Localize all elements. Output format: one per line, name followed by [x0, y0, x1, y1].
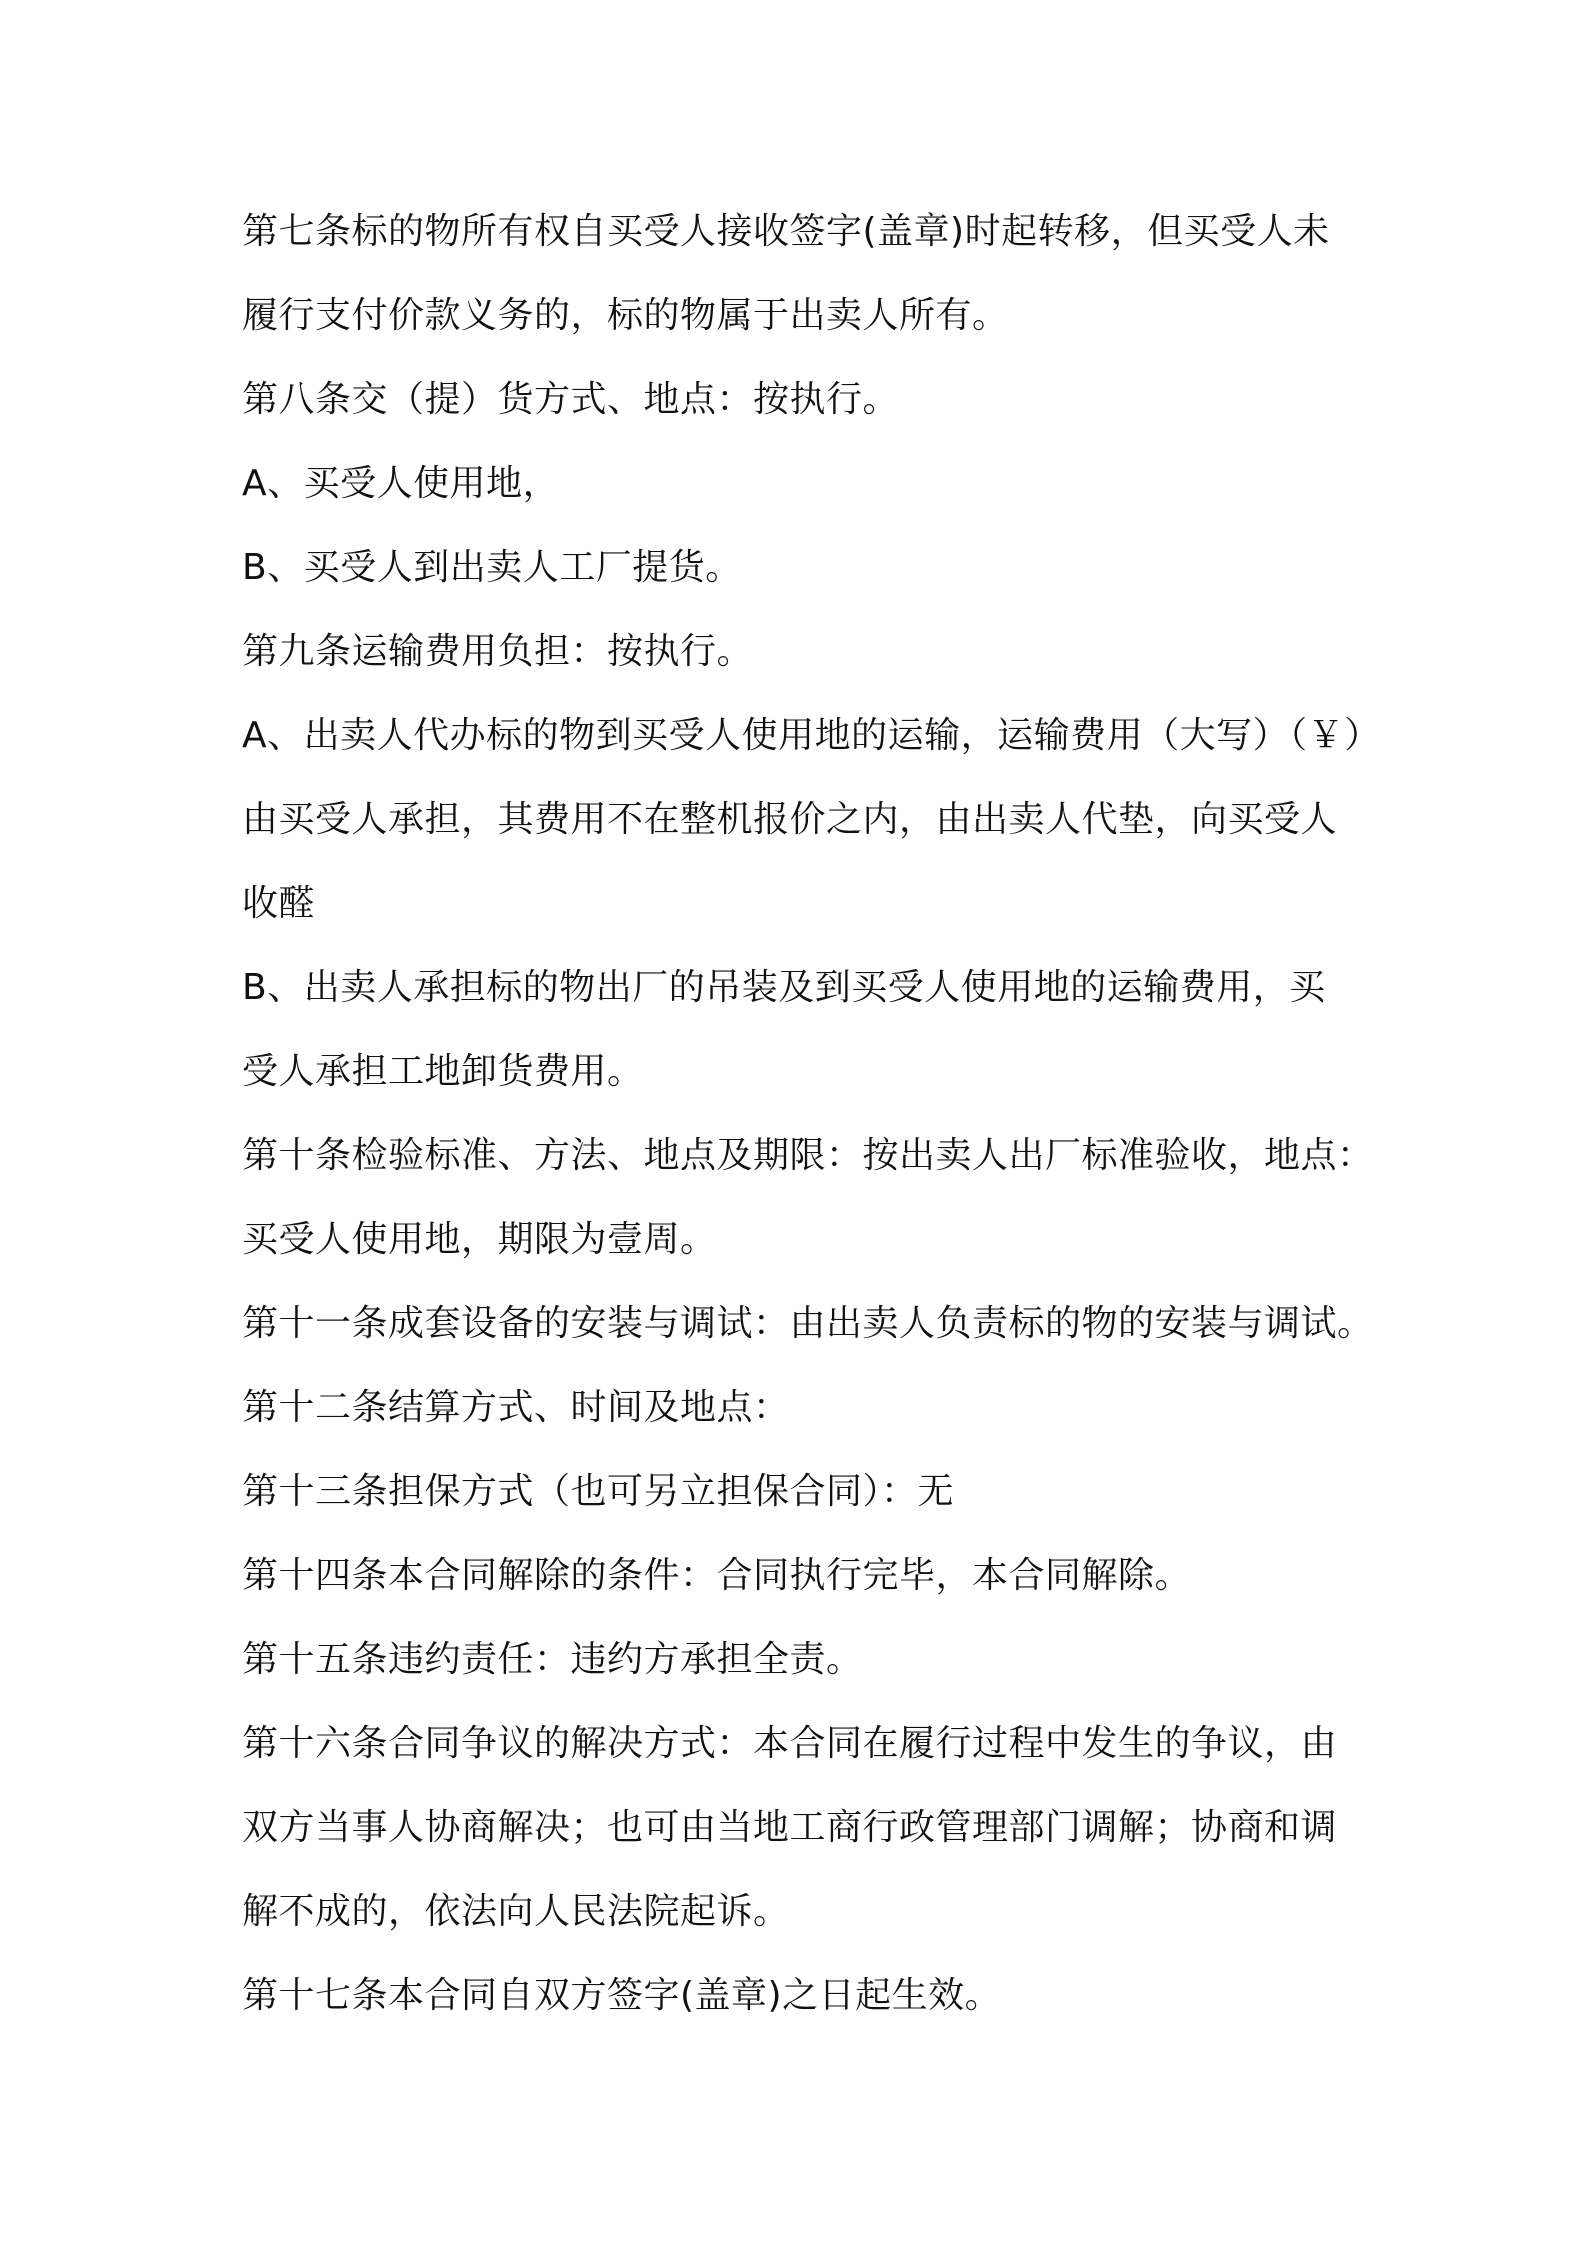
clause-9: 第九条运输费用负担：按执行。: [242, 631, 754, 672]
clause-9-option-b-line-1: B、出卖人承担标的物出厂的吊装及到买受人使用地的运输费用，买: [242, 967, 1326, 1008]
clause-7-line-1: 第七条标的物所有权自买受人接收签字(盖章)时起转移，但买受人未: [242, 211, 1330, 252]
clause-9-option-a-line-2: 由买受人承担，其费用不在整机报价之内，由出卖人代垫，向买受人: [242, 799, 1338, 840]
clause-16-line-2: 双方当事人协商解决；也可由当地工商行政管理部门调解；协商和调: [242, 1807, 1338, 1848]
clause-9-option-a-line-1: A、出卖人代办标的物到买受人使用地的运输，运输费用（大写）（￥）: [242, 715, 1381, 756]
clause-11: 第十一条成套设备的安装与调试：由出卖人负责标的物的安装与调试。: [242, 1303, 1374, 1344]
clause-8: 第八条交（提）货方式、地点：按执行。: [242, 379, 900, 420]
clause-15: 第十五条违约责任：违约方承担全责。: [242, 1639, 863, 1680]
clause-16-line-3: 解不成的，依法向人民法院起诉。: [242, 1891, 790, 1932]
clause-14: 第十四条本合同解除的条件：合同执行完毕，本合同解除。: [242, 1555, 1192, 1596]
clause-9-option-b-line-2: 受人承担工地卸货费用。: [242, 1051, 644, 1092]
clause-10-line-1: 第十条检验标准、方法、地点及期限：按出卖人出厂标准验收，地点：: [242, 1135, 1374, 1176]
clause-17: 第十七条本合同自双方签字(盖章)之日起生效。: [242, 1975, 1002, 2016]
clause-7-line-2: 履行支付价款义务的，标的物属于出卖人所有。: [242, 295, 1009, 336]
clause-16-line-1: 第十六条合同争议的解决方式：本合同在履行过程中发生的争议，由: [242, 1723, 1338, 1764]
clause-8-option-a: A、买受人使用地，: [242, 463, 560, 504]
clause-12: 第十二条结算方式、时间及地点：: [242, 1387, 790, 1428]
clause-8-option-b: B、买受人到出卖人工厂提货。: [242, 547, 742, 588]
contract-body: [242, 190, 1392, 2038]
clause-9-option-a-line-3: 收醛: [242, 883, 316, 924]
clause-13: 第十三条担保方式（也可另立担保合同）：无: [242, 1471, 955, 1512]
clause-10-line-2: 买受人使用地，期限为壹周。: [242, 1219, 717, 1260]
